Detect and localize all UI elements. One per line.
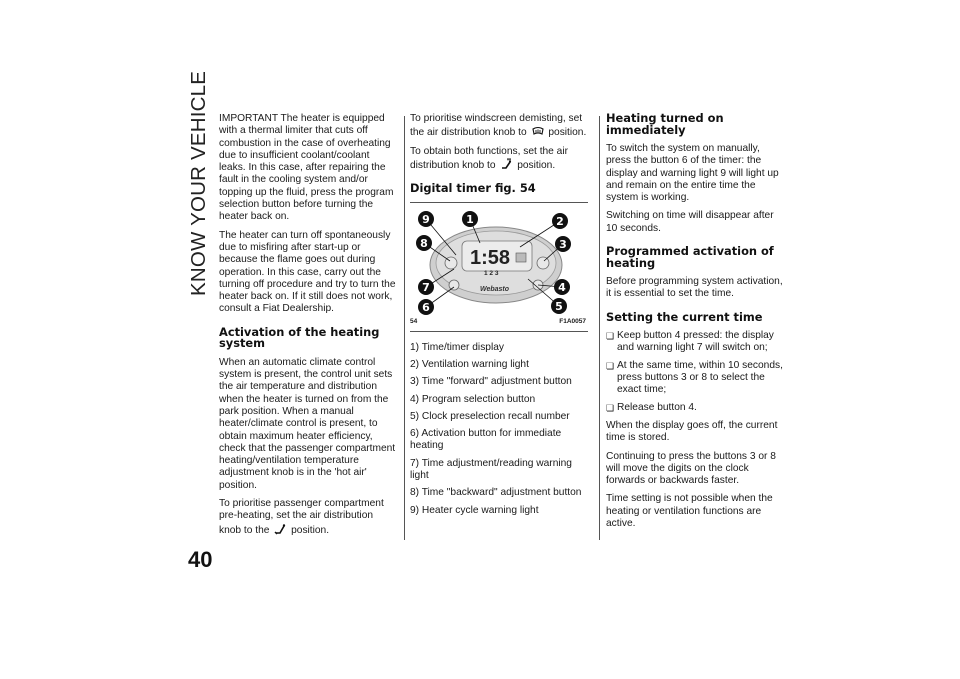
paragraph: When the display goes off, the current time is stored.: [606, 419, 778, 444]
text-column-1: [219, 113, 397, 543]
list-item: ❏ Keep button 4 pressed: the display and warning light 7 will switch on;: [606, 330, 784, 355]
column-divider: [404, 116, 405, 540]
callout-1: 1: [466, 212, 474, 226]
paragraph: To prioritise windscreen demisting, set the air distribution knob to position.: [410, 113, 587, 139]
step-list: [606, 330, 784, 414]
section-heading: Programmed activation of heating: [606, 244, 774, 270]
callout-7: 7: [422, 280, 430, 294]
figure-number: 54: [410, 318, 418, 326]
callout-8: 8: [420, 236, 428, 250]
air-distribution-feet-icon: [274, 523, 286, 535]
list-item: ❏ Release button 4.: [606, 402, 784, 414]
section-heading: Setting the current time: [606, 309, 763, 324]
section-heading: Heating turned on immediately: [606, 111, 724, 137]
paragraph: Before programming system activation, it is essential to set the time.: [606, 276, 783, 300]
section-title-vertical: [183, 70, 213, 298]
legend-item: 9) Heater cycle warning light: [410, 504, 539, 516]
figure-legend: [410, 342, 588, 517]
paragraph: When an automatic climate control system is present, the control unit sets the air temperature and distribution when the heater is turned on from the park position. When a manual heater/climate control is present, to obtain maximum heater efficiency, check that the passenger compartment heating/ventilation temperature adjustment knob is in the 'hot air' position.: [219, 356, 396, 491]
air-distribution-feet-windscreen-icon: [500, 158, 512, 170]
paragraph: Switching on time will disappear after 10 seconds.: [606, 210, 774, 234]
callout-3: 3: [559, 237, 567, 251]
brand-logo-text: Webasto: [480, 285, 510, 293]
legend-item: 6) Activation button for immediate heating: [410, 428, 562, 452]
callout-9: 9: [422, 212, 430, 226]
button-immediate-heat: [449, 280, 459, 290]
button-forward: [537, 257, 549, 269]
section-title-text: KNOW YOUR VEHICLE: [187, 70, 210, 296]
paragraph: Continuing to press the buttons 3 or 8 will move the digits on the clock forwards or backwards faster.: [606, 450, 776, 487]
legend-item: 8) Time "backward" adjustment button: [410, 487, 582, 499]
callout-5: 5: [555, 299, 563, 313]
important-paragraph: IMPORTANT The heater is equipped with a thermal limiter that cuts off combustion in the case of overheating due to insufficient coolant/coolant leaks. In this case, after repairing the fault in the cooling system and/or topping up the fluid, press the program selection button before turning the heater back on.: [219, 113, 394, 223]
text-column-2: [410, 113, 588, 522]
timer-display-digits: 1 2 3: [484, 269, 499, 277]
callout-4: 4: [558, 280, 566, 294]
paragraph: To prioritise passenger compartment pre-heating, set the air distribution knob to the position.: [219, 498, 384, 536]
timer-display-time: 1:58: [470, 246, 511, 269]
legend-item: 4) Program selection button: [410, 393, 536, 405]
legend-item: 2) Ventilation warning light: [410, 358, 529, 370]
callout-2: 2: [556, 214, 564, 228]
callout-6: 6: [422, 300, 430, 314]
paragraph: To switch the system on manually, press the button 6 of the timer: the display and warning light 9 will light up and remain on the entire time the system is working.: [606, 143, 779, 204]
legend-item: 7) Time adjustment/reading warning light: [410, 457, 572, 482]
windscreen-demist-icon: [532, 125, 544, 137]
figure-code: F1A0057: [559, 318, 586, 326]
paragraph: To obtain both functions, set the air distribution knob to position.: [410, 145, 569, 171]
paragraph: Time setting is not possible when the heating or ventilation functions are active.: [606, 493, 773, 530]
digital-timer-illustration: [410, 203, 588, 321]
legend-item: 1) Time/timer display: [410, 341, 504, 353]
list-item: ❏ At the same time, within 10 seconds, press buttons 3 or 8 to select the exact time;: [606, 360, 784, 397]
paragraph: The heater can turn off spontaneously due to misfiring after start-up or because the flame goes out during operation. In this case, carry out the turning off procedure and try to turn the heater back on. If it still does not work, consult a Fiat Dealership.: [219, 229, 396, 315]
section-heading: Activation of the heating system: [219, 324, 380, 351]
text-column-3: [606, 113, 784, 536]
section-heading: Digital timer fig. 54: [410, 181, 536, 196]
page-number: 40: [188, 547, 213, 572]
legend-item: 3) Time "forward" adjustment button: [410, 376, 572, 388]
column-divider: [599, 116, 600, 540]
digital-timer-figure: [410, 202, 588, 332]
legend-item: 5) Clock preselection recall number: [410, 410, 570, 422]
